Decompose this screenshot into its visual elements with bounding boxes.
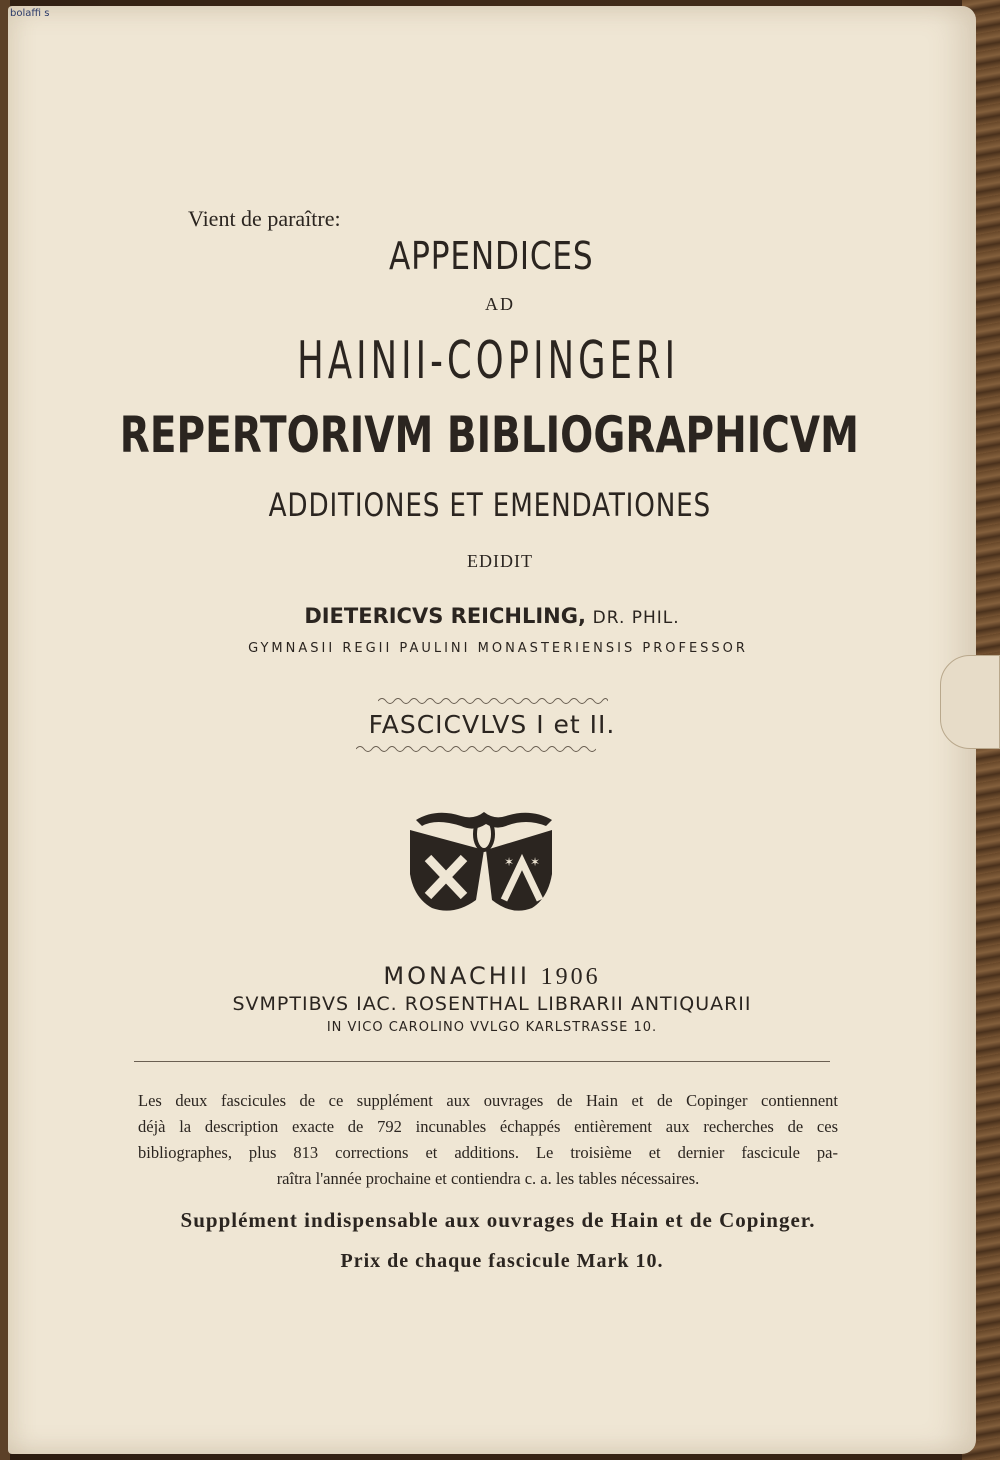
author-name: DIETERICVS REICHLING, (304, 604, 586, 628)
subtitle-additiones: ADDITIONES ET EMENDATIONES (268, 486, 712, 524)
wavy-rule-bottom (356, 744, 596, 754)
notice-paragraph (138, 1088, 838, 1192)
crossed-shields-icon (406, 804, 556, 916)
imprint-place-year (8, 962, 976, 991)
wavy-rule-top (378, 696, 608, 706)
imprint-address: IN VICO CAROLINO VVLGO KARLSTRASSE 10. (326, 1020, 658, 1035)
edidit-label: EDIDIT (467, 551, 533, 571)
svg-text:✶: ✶ (504, 855, 515, 869)
divider-rule (134, 1061, 830, 1062)
page-tab (940, 655, 1000, 749)
author-line (8, 604, 976, 628)
imprint-publisher: SVMPTIBVS IAC. ROSENTHAL LIBRARII ANTIQUARII (232, 993, 752, 1015)
title-ad: AD (485, 294, 515, 314)
paper-page (8, 6, 976, 1454)
price-note: Prix de chaque fascicule Mark 10. (340, 1250, 664, 1272)
fascicle-label: FASCICVLVS I et II. (368, 710, 616, 739)
corner-mark: bolaffi s (10, 8, 50, 19)
title-appendices: APPENDICES (389, 234, 594, 278)
title-repertorium: REPERTORIVM BIBLIOGRAPHICVM (119, 406, 859, 464)
author-degree: DR. PHIL. (592, 608, 680, 628)
notice-line: Les deux fascicules de ce supplément aux ouvrages de Hain et de Copinger contiennent (138, 1091, 838, 1110)
notice-line: déjà la description exacte de 792 incunables échappés entièrement aux recherches de ces (138, 1117, 838, 1136)
author-affiliation: GYMNASII REGII PAULINI MONASTERIENSIS PROFESSOR (248, 641, 748, 656)
announcement: Vient de paraître: (188, 206, 341, 231)
notice-line: bibliographes, plus 813 corrections et additions. Le troisième et dernier fascicule pa- (138, 1143, 838, 1162)
imprint-place: MONACHII (383, 962, 530, 990)
supplement-note: Supplément indispensable aux ouvrages de Hain et de Copinger. (180, 1208, 816, 1232)
svg-text:✶: ✶ (530, 855, 541, 869)
notice-line: raîtra l'année prochaine et contiendra c. a. les tables nécessaires. (276, 1169, 700, 1188)
imprint-year: 1906 (540, 964, 601, 990)
title-hainii-copingeri: HAINII-COPINGERI (297, 331, 680, 391)
